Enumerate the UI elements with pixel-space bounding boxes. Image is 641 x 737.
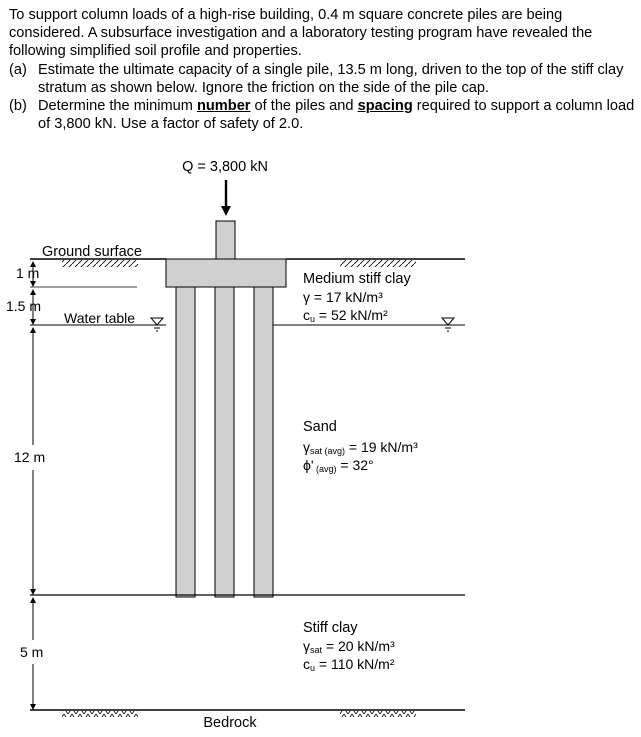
part-a-label: (a) bbox=[9, 61, 27, 78]
ground-surface-label: Ground surface bbox=[42, 244, 142, 260]
layer1-cu bbox=[303, 307, 388, 324]
problem-intro: To support column loads of a high-rise building, 0.4 m square concrete piles are being considered. A subsurface investigation and a laboratory testing program have revealed the following simplified soil profile and properties. bbox=[9, 7, 593, 60]
layer2-gamma-value: = 19 kN/m³ bbox=[345, 439, 418, 455]
layer1-name: Medium stiff clay bbox=[303, 271, 411, 287]
part-b-spacing: spacing bbox=[357, 98, 413, 115]
dim-1p5m-label: 1.5 m bbox=[6, 298, 42, 314]
layer3-gamma-value: = 20 kN/m³ bbox=[322, 638, 395, 654]
load-arrow bbox=[221, 180, 231, 216]
layer2-gamma-sub: sat (avg) bbox=[310, 446, 346, 456]
pile-right bbox=[254, 287, 273, 597]
bedrock-hatch-right bbox=[340, 711, 416, 717]
layer2-phi-sub: (avg) bbox=[313, 464, 337, 474]
layer3-cu bbox=[303, 656, 395, 673]
layer1-cu-symbol: c bbox=[303, 307, 310, 323]
layer1-cu-value: = 52 kN/m² bbox=[315, 307, 388, 323]
part-b-number: number bbox=[196, 98, 251, 115]
water-table-label: Water table bbox=[64, 310, 136, 326]
layer3-cu-symbol: c bbox=[303, 656, 310, 672]
pile-left bbox=[176, 287, 195, 597]
part-b-label: (b) bbox=[9, 98, 27, 115]
part-b-post: required to support a column load of 3,800 kN. Use a factor of safety of 2.0. bbox=[38, 98, 635, 133]
layer2-gamma-symbol: γ bbox=[303, 439, 310, 455]
part-b-mid: of the piles and bbox=[250, 98, 358, 115]
layer3-name: Stiff clay bbox=[303, 620, 358, 636]
ground-hatch-left bbox=[62, 260, 138, 267]
layer3-cu-value: = 110 kN/m² bbox=[315, 656, 395, 672]
part-b-pre: Determine the minimum bbox=[38, 98, 197, 115]
bedrock-label: Bedrock bbox=[203, 715, 257, 731]
pile-center bbox=[215, 287, 234, 597]
load-label: Q = 3,800 kN bbox=[182, 159, 268, 175]
layer2-gamma bbox=[303, 439, 418, 456]
layer1-gamma: γ = 17 kN/m³ bbox=[303, 289, 383, 305]
layer2-name: Sand bbox=[303, 419, 337, 435]
column-stub bbox=[216, 221, 235, 259]
layer1-cu-sub: u bbox=[310, 314, 316, 324]
layer2-phi-symbol: ϕ' bbox=[303, 457, 314, 473]
pile-cap bbox=[166, 259, 286, 287]
layer3-gamma-sub: sat bbox=[310, 645, 323, 655]
dim-1m-label: 1 m bbox=[16, 265, 40, 281]
bedrock-hatch-left bbox=[62, 711, 138, 717]
part-a-text: Estimate the ultimate capacity of a single pile, 13.5 m long, driven to the top of the stiff clay stratum as shown below. Ignore the friction on the side of the pile cap. bbox=[38, 61, 624, 96]
ground-hatch-right bbox=[340, 260, 416, 267]
layer3-gamma-symbol: γ bbox=[303, 638, 310, 654]
layer3-gamma bbox=[303, 638, 395, 655]
dim-12m-label: 12 m bbox=[14, 449, 46, 465]
dim-5m-label: 5 m bbox=[20, 644, 44, 660]
layer3-cu-sub: u bbox=[310, 663, 316, 673]
layer2-phi-value: = 32° bbox=[336, 457, 374, 473]
layer2-phi bbox=[303, 457, 374, 474]
